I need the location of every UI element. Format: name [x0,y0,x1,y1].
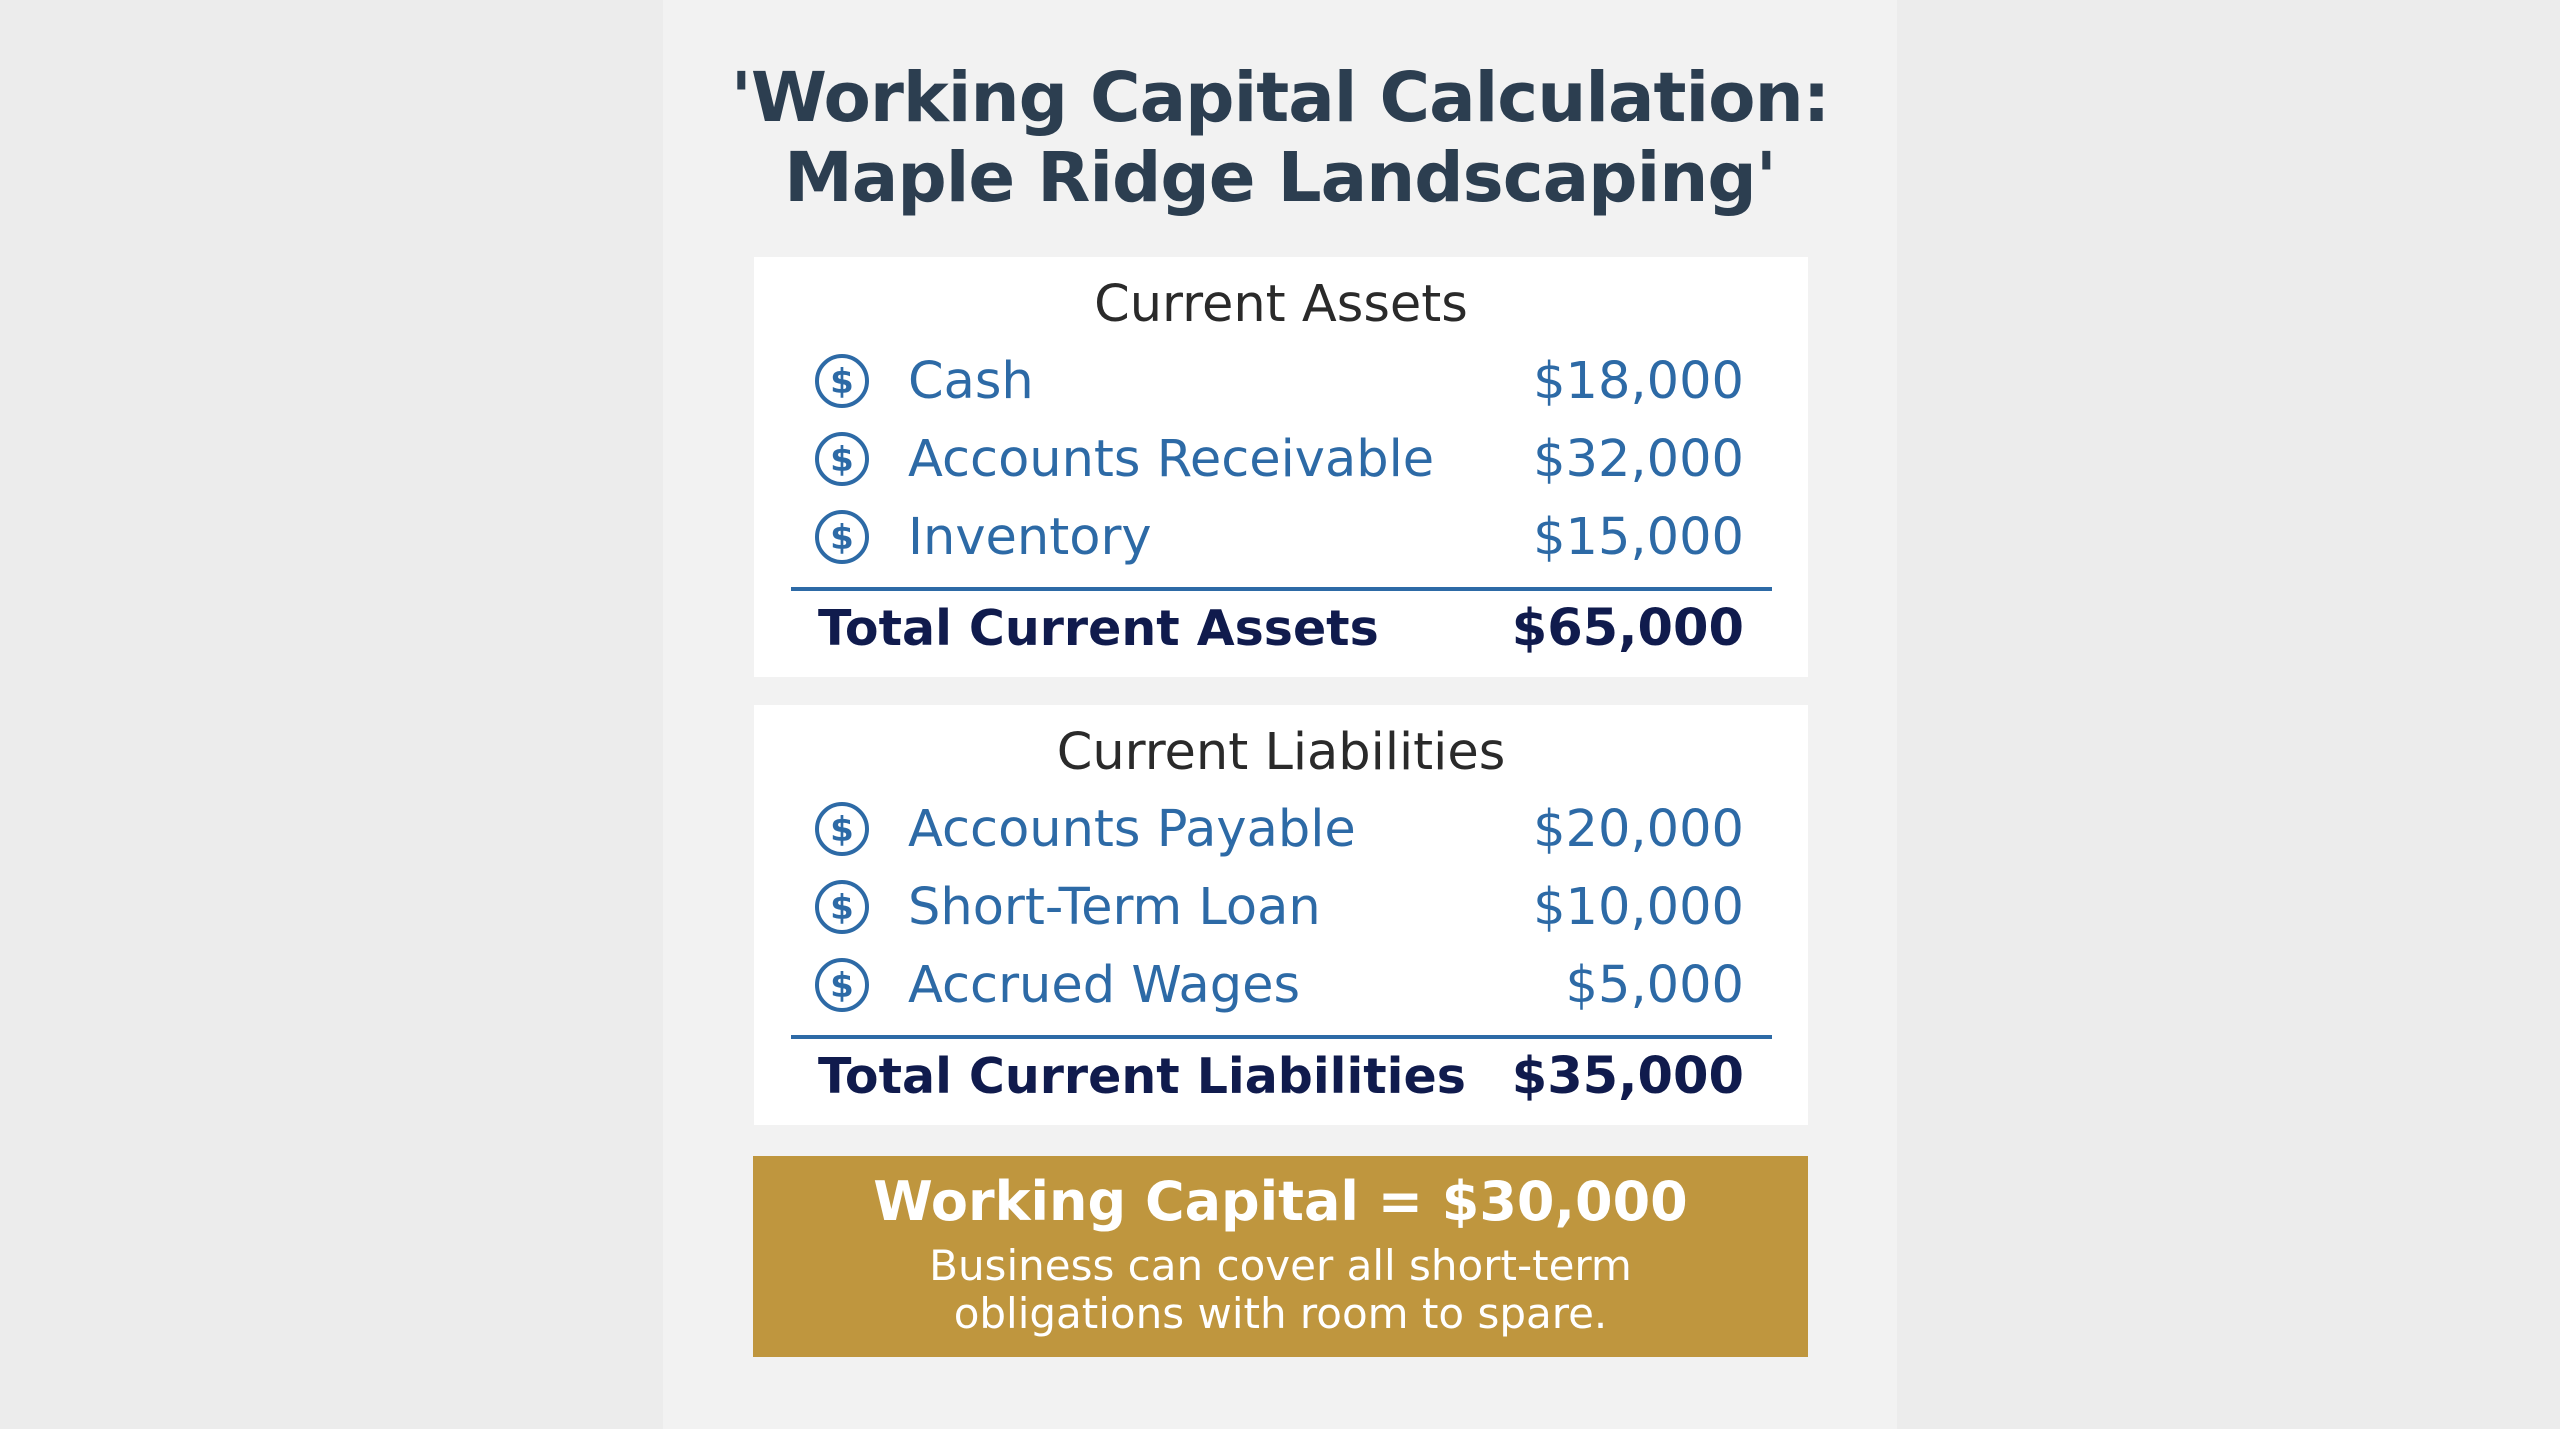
asset-label-inventory: Inventory [908,508,1152,567]
summary-line-2: obligations with room to spare. [953,1289,1608,1338]
current-assets-heading: Current Assets [1094,275,1468,334]
title-line-1: 'Working Capital Calculation: [730,58,1830,138]
working-capital-headline: Working Capital = $30,000 [873,1170,1688,1233]
asset-value-accounts-receivable: $32,000 [1533,430,1744,489]
liability-row-short-term-loan [754,876,1808,946]
total-current-liabilities-label: Total Current Liabilities [818,1048,1466,1105]
working-capital-summary [753,1156,1808,1357]
svg-text:$: $ [830,362,854,402]
asset-label-accounts-receivable: Accounts Receivable [908,430,1435,489]
current-assets-card [754,257,1808,677]
liability-label-accounts-payable: Accounts Payable [908,800,1356,859]
asset-value-inventory: $15,000 [1533,508,1744,567]
asset-label-cash: Cash [908,352,1034,411]
dollar-coin-icon [814,879,870,935]
liability-row-accrued-wages [754,954,1808,1024]
liabilities-divider [791,1035,1772,1039]
liability-label-short-term-loan: Short-Term Loan [908,878,1321,937]
svg-text:$: $ [830,966,854,1006]
asset-row-cash [754,350,1808,420]
svg-text:$: $ [830,810,854,850]
dollar-coin-icon [814,353,870,409]
current-liabilities-heading: Current Liabilities [1056,723,1506,782]
total-current-assets-label: Total Current Assets [818,600,1379,657]
dollar-coin-icon [814,509,870,565]
current-liabilities-card [754,705,1808,1125]
liability-value-accounts-payable: $20,000 [1533,800,1744,859]
total-current-liabilities-value: $35,000 [1511,1047,1744,1106]
dollar-coin-icon [814,801,870,857]
total-current-assets-value: $65,000 [1511,599,1744,658]
liability-row-accounts-payable [754,798,1808,868]
dollar-coin-icon [814,957,870,1013]
liability-value-accrued-wages: $5,000 [1565,956,1744,1015]
working-capital-description [753,1242,1808,1338]
dollar-coin-icon [814,431,870,487]
asset-row-accounts-receivable [754,428,1808,498]
asset-value-cash: $18,000 [1533,352,1744,411]
svg-text:$: $ [830,518,854,558]
document-page [663,0,1897,1429]
assets-divider [791,587,1772,591]
svg-text:$: $ [830,888,854,928]
asset-row-inventory [754,506,1808,576]
liability-value-short-term-loan: $10,000 [1533,878,1744,937]
svg-text:$: $ [830,440,854,480]
summary-line-1: Business can cover all short-term [929,1241,1632,1290]
title-line-2: Maple Ridge Landscaping' [784,138,1776,218]
page-title [663,58,1897,218]
liability-label-accrued-wages: Accrued Wages [908,956,1301,1015]
